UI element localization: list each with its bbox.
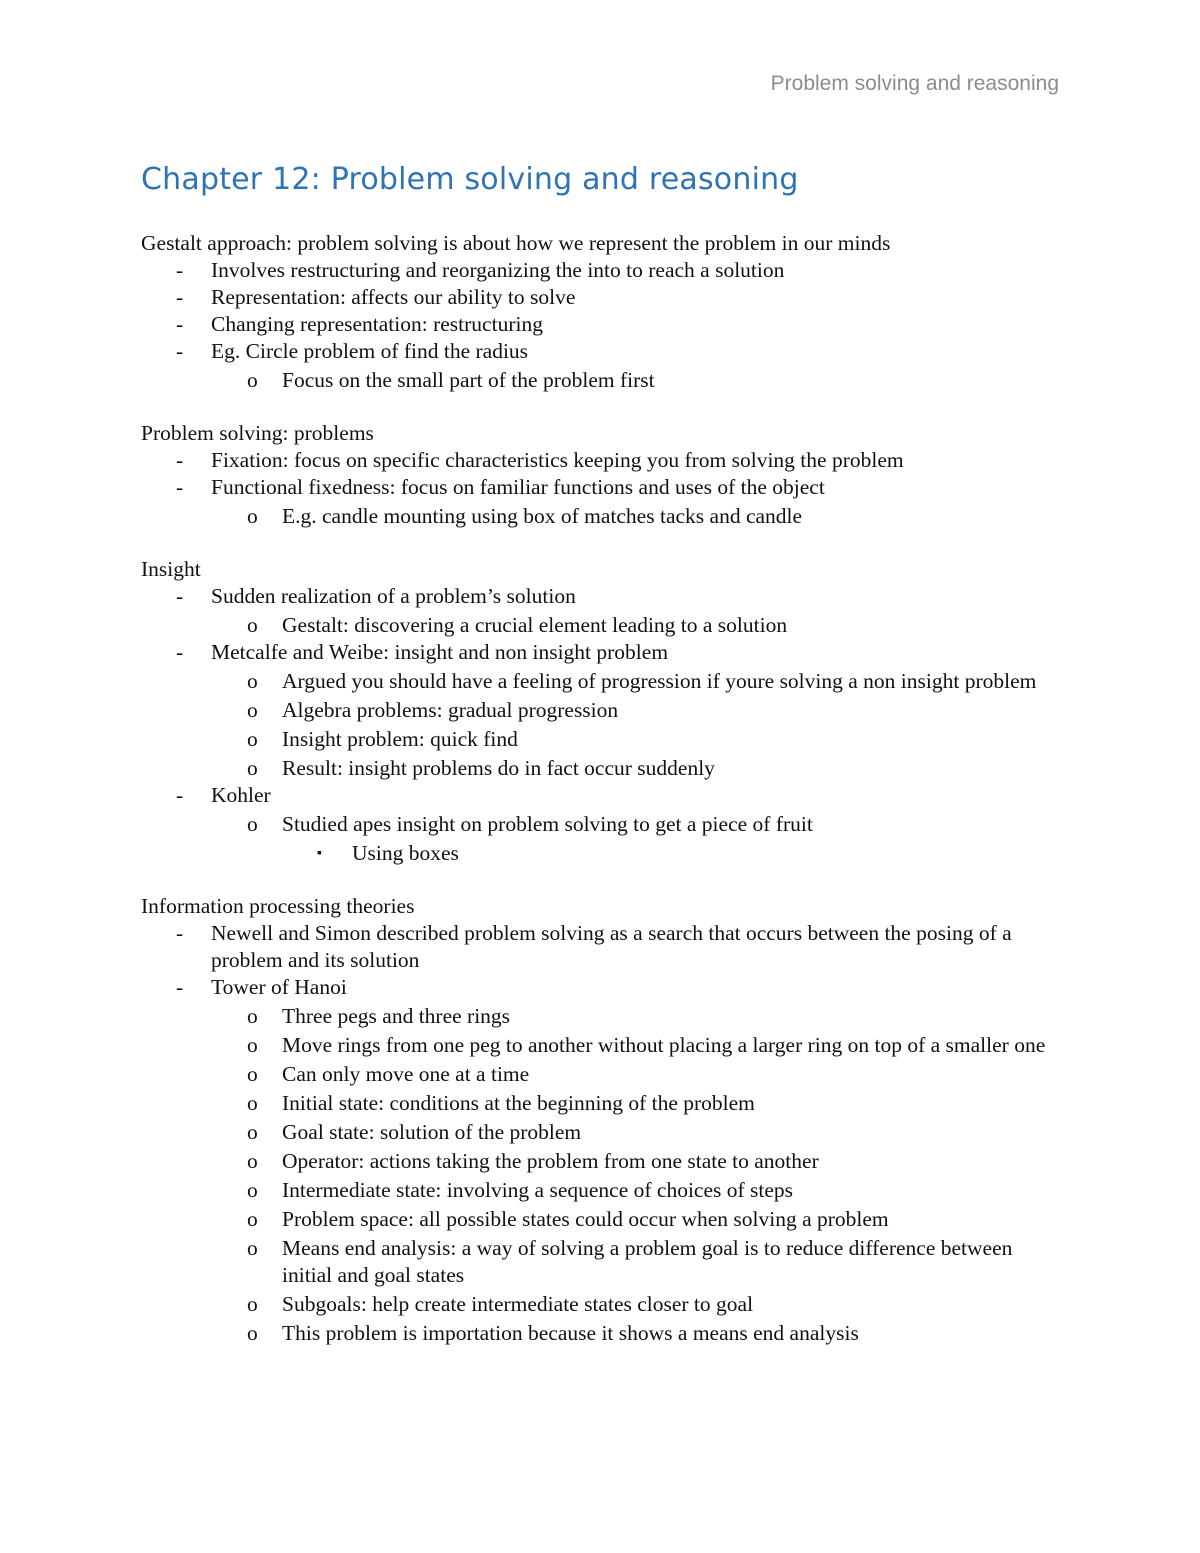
- list-item-text: Functional fixedness: focus on familiar functions and uses of the object: [211, 475, 825, 499]
- list-item: [141, 1032, 1061, 1059]
- list-item-text: Three pegs and three rings: [282, 1004, 511, 1028]
- bullet-list-level-1: [141, 583, 1061, 867]
- list-item: [141, 583, 1061, 610]
- list-item: [141, 726, 1061, 753]
- list-item-text: Subgoals: help create intermediate states closer to goal: [282, 1292, 754, 1316]
- list-item: [141, 367, 1061, 394]
- circle-bullet-icon: o: [247, 756, 258, 780]
- list-item-text: This problem is importation because it shows a means end analysis: [282, 1321, 859, 1345]
- list-item-text: Tower of Hanoi: [211, 975, 347, 999]
- list-item: [141, 639, 1061, 666]
- list-item: [141, 1061, 1061, 1088]
- list-item-text: Sudden realization of a problem’s solution: [211, 584, 576, 608]
- bullet-list-level-2: [141, 1003, 1061, 1347]
- bullet-list-level-2: [141, 367, 1061, 394]
- list-item-text: Argued you should have a feeling of progression if youre solving a non insight problem: [282, 669, 1037, 693]
- list-item: [141, 840, 1061, 867]
- circle-bullet-icon: o: [247, 613, 258, 637]
- notes-section: [141, 556, 1061, 867]
- dash-bullet-icon: -: [176, 448, 184, 472]
- list-item-text: Gestalt: discovering a crucial element leading to a solution: [282, 613, 788, 637]
- dash-bullet-icon: -: [176, 339, 184, 363]
- list-item: [141, 811, 1061, 838]
- bullet-list-level-1: [141, 920, 1061, 1347]
- dash-bullet-icon: -: [176, 258, 184, 282]
- list-item: [141, 1320, 1061, 1347]
- list-item: [141, 1003, 1061, 1030]
- circle-bullet-icon: o: [247, 1091, 258, 1115]
- list-item: [141, 974, 1061, 1001]
- list-item: [141, 284, 1061, 311]
- list-item-text: E.g. candle mounting using box of matches tacks and candle: [282, 504, 803, 528]
- bullet-list-level-1: [141, 447, 1061, 530]
- circle-bullet-icon: o: [247, 1178, 258, 1202]
- list-item-text: Can only move one at a time: [282, 1062, 530, 1086]
- list-item-text: Goal state: solution of the problem: [282, 1120, 582, 1144]
- list-item: [141, 447, 1061, 474]
- list-item: [141, 1291, 1061, 1318]
- list-item: [141, 257, 1061, 284]
- list-item-text: Intermediate state: involving a sequence of choices of steps: [282, 1178, 794, 1202]
- list-item: [141, 755, 1061, 782]
- notes-body: [141, 230, 1061, 1373]
- bullet-list-level-2: [141, 811, 1061, 867]
- section-heading: Information processing theories: [141, 894, 415, 918]
- circle-bullet-icon: o: [247, 1236, 258, 1260]
- list-item-text: Fixation: focus on specific characteristics keeping you from solving the problem: [211, 448, 904, 472]
- list-item-text: Operator: actions taking the problem from one state to another: [282, 1149, 819, 1173]
- list-item-text: Studied apes insight on problem solving to get a piece of fruit: [282, 812, 813, 836]
- circle-bullet-icon: o: [247, 727, 258, 751]
- list-item-text: Involves restructuring and reorganizing the into to reach a solution: [211, 258, 785, 282]
- circle-bullet-icon: o: [247, 1062, 258, 1086]
- notes-section: [141, 893, 1061, 1347]
- list-item-text: Changing representation: restructuring: [211, 312, 543, 336]
- list-item: [141, 612, 1061, 639]
- circle-bullet-icon: o: [247, 698, 258, 722]
- section-heading: Insight: [141, 557, 201, 581]
- dash-bullet-icon: -: [176, 783, 184, 807]
- circle-bullet-icon: o: [247, 1149, 258, 1173]
- dash-bullet-icon: -: [176, 584, 184, 608]
- list-item-text: Representation: affects our ability to solve: [211, 285, 576, 309]
- list-item: [141, 668, 1061, 695]
- circle-bullet-icon: o: [247, 1321, 258, 1345]
- bullet-list-level-3: [141, 840, 1061, 867]
- circle-bullet-icon: o: [247, 368, 258, 392]
- bullet-list-level-2: [141, 668, 1061, 782]
- chapter-title: Chapter 12: Problem solving and reasoning: [141, 162, 799, 197]
- dash-bullet-icon: -: [176, 312, 184, 336]
- dash-bullet-icon: -: [176, 975, 184, 999]
- running-header: Problem solving and reasoning: [770, 72, 1059, 95]
- circle-bullet-icon: o: [247, 1207, 258, 1231]
- bullet-list-level-1: [141, 257, 1061, 394]
- list-item-text: Algebra problems: gradual progression: [282, 698, 619, 722]
- circle-bullet-icon: o: [247, 1033, 258, 1057]
- list-item-text: Initial state: conditions at the beginning of the problem: [282, 1091, 755, 1115]
- list-item: [141, 311, 1061, 338]
- list-item-text: Means end analysis: a way of solving a problem goal is to reduce difference between initial and goal states: [282, 1236, 1013, 1287]
- section-heading: Gestalt approach: problem solving is about how we represent the problem in our minds: [141, 231, 891, 255]
- circle-bullet-icon: o: [247, 1120, 258, 1144]
- list-item-text: Using boxes: [352, 841, 459, 865]
- list-item-text: Kohler: [211, 783, 271, 807]
- square-bullet-icon: ▪: [317, 846, 322, 861]
- notes-section: [141, 230, 1061, 394]
- circle-bullet-icon: o: [247, 812, 258, 836]
- list-item: [141, 782, 1061, 809]
- list-item-text: Metcalfe and Weibe: insight and non insight problem: [211, 640, 669, 664]
- list-item: [141, 1090, 1061, 1117]
- bullet-list-level-2: [141, 503, 1061, 530]
- circle-bullet-icon: o: [247, 1292, 258, 1316]
- notes-section: [141, 420, 1061, 530]
- list-item: [141, 1148, 1061, 1175]
- list-item-text: Result: insight problems do in fact occur suddenly: [282, 756, 715, 780]
- list-item-text: Eg. Circle problem of find the radius: [211, 339, 529, 363]
- dash-bullet-icon: -: [176, 475, 184, 499]
- circle-bullet-icon: o: [247, 669, 258, 693]
- section-heading: Problem solving: problems: [141, 421, 374, 445]
- list-item: [141, 1235, 1061, 1289]
- dash-bullet-icon: -: [176, 285, 184, 309]
- list-item: [141, 1206, 1061, 1233]
- list-item: [141, 920, 1061, 974]
- dash-bullet-icon: -: [176, 921, 184, 945]
- list-item: [141, 1177, 1061, 1204]
- list-item: [141, 503, 1061, 530]
- list-item-text: Move rings from one peg to another without placing a larger ring on top of a smaller one: [282, 1033, 1046, 1057]
- dash-bullet-icon: -: [176, 640, 184, 664]
- list-item-text: Newell and Simon described problem solving as a search that occurs between the posing of a problem and its solution: [211, 921, 1012, 972]
- list-item-text: Insight problem: quick find: [282, 727, 518, 751]
- list-item: [141, 338, 1061, 365]
- circle-bullet-icon: o: [247, 1004, 258, 1028]
- list-item: [141, 474, 1061, 501]
- list-item: [141, 697, 1061, 724]
- list-item: [141, 1119, 1061, 1146]
- circle-bullet-icon: o: [247, 504, 258, 528]
- list-item-text: Focus on the small part of the problem first: [282, 368, 655, 392]
- list-item-text: Problem space: all possible states could occur when solving a problem: [282, 1207, 889, 1231]
- bullet-list-level-2: [141, 612, 1061, 639]
